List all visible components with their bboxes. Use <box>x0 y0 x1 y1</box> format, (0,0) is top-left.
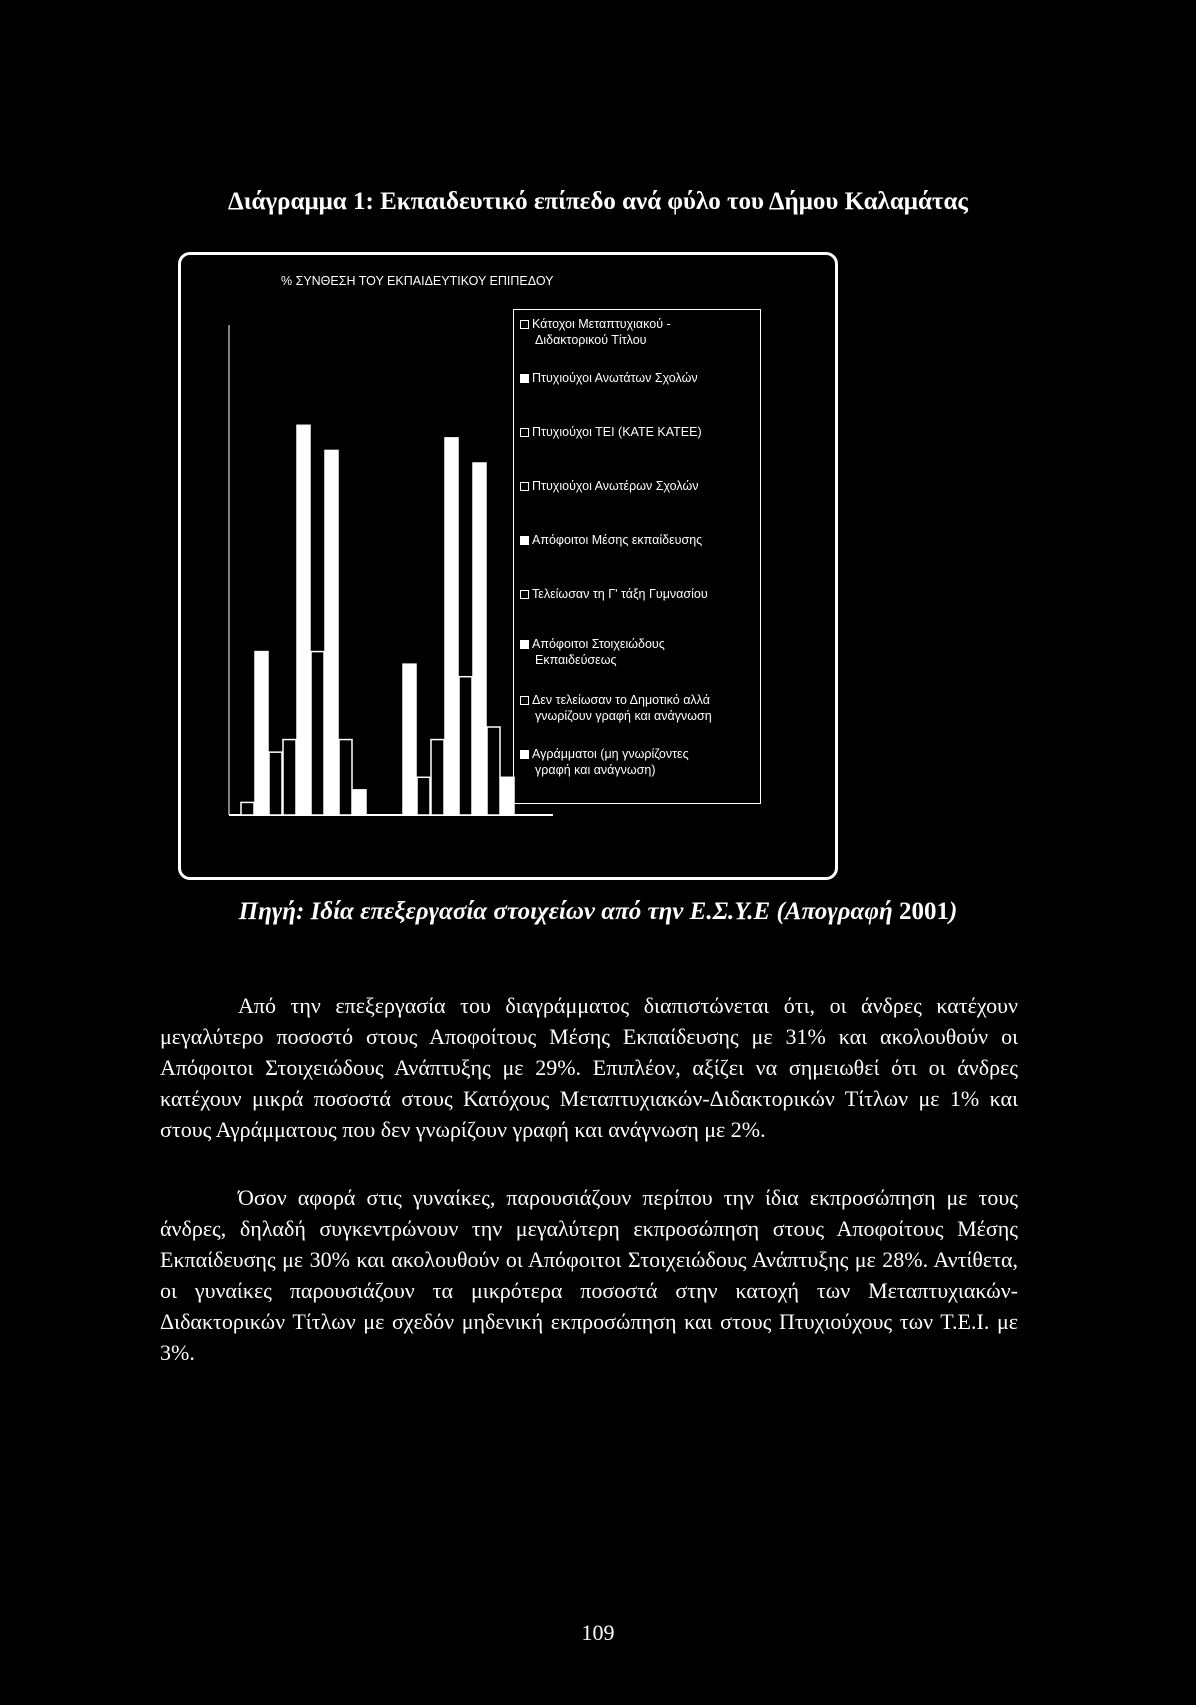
legend-swatch-icon <box>520 374 529 383</box>
legend-label: Κάτοχοι Μεταπτυχιακού - <box>532 317 671 331</box>
legend-item-4 <box>520 532 758 548</box>
legend-label: Πτυχιούχοι ΤΕΙ (ΚΑΤΕ ΚΑΤΕΕ) <box>532 425 702 439</box>
bar-series-5-cat-1 <box>459 677 472 815</box>
bar-series-5-cat-0 <box>311 652 324 815</box>
bar-series-3-cat-1 <box>431 740 444 815</box>
chart-title: % ΣΥΝΘΕΣΗ ΤΟΥ ΕΚΠΑΙΔΕΥΤΙΚΟΥ ΕΠΙΠΕΔΟΥ <box>281 274 554 288</box>
bar-series-2-cat-1 <box>417 777 430 815</box>
legend-item-8 <box>520 746 758 778</box>
bar-series-1-cat-1 <box>403 664 416 815</box>
legend-label: Τελείωσαν τη Γ' τάξη Γυμνασίου <box>532 587 708 601</box>
legend-item-2 <box>520 424 758 440</box>
bar-series-7-cat-0 <box>339 740 352 815</box>
legend-label: Απόφοιτοι Μέσης εκπαίδευσης <box>532 533 703 547</box>
legend-swatch-icon <box>520 536 529 545</box>
legend-label: Πτυχιούχοι Ανωτέρων Σχολών <box>532 479 699 493</box>
legend-label: Δεν τελείωσαν το Δημοτικό αλλά <box>532 693 710 707</box>
source-prefix: Πηγή: Ιδία επεξεργασία στοιχείων από την Ε.Σ.Υ.Ε (Απογραφή <box>238 898 899 925</box>
legend-label-line2: γραφή και ανάγνωση) <box>535 763 656 777</box>
bar-series-8-cat-0 <box>353 790 366 815</box>
source-suffix: ) <box>948 898 958 925</box>
legend-item-5 <box>520 586 758 602</box>
legend-swatch-icon <box>520 482 529 491</box>
legend-label-line2: Διδακτορικού Τίτλου <box>535 333 647 347</box>
legend-swatch-icon <box>520 590 529 599</box>
paragraph-men: Από την επεξεργασία του διαγράμματος διαπιστώνεται ότι, οι άνδρες κατέχουν μεγαλύτερο ποσοστό στους Αποφοίτους Μέσης Εκπαίδευσης με 31% και ακολουθούν οι Απόφοιτοι Στοιχειώδους Ανάπτυξης με 29%. Επιπλέον, αξίζει να σημειωθεί ότι οι άνδρες κατέχουν μικρά ποσοστά στους Κατόχους Μεταπτυχιακών-Διδακτορικών Τίτλων με 1% και στους Αγράμματους που δεν γνωρίζουν γραφή και ανάγνωση με 2%. <box>160 993 1018 1142</box>
legend-swatch-icon <box>520 640 529 649</box>
page-number: 109 <box>581 1620 615 1645</box>
legend-item-6 <box>520 636 758 668</box>
source-line <box>0 898 1196 926</box>
bars-group <box>241 425 514 815</box>
bar-series-2-cat-0 <box>269 752 282 815</box>
bar-series-0-cat-0 <box>241 802 254 815</box>
paragraph-women: Όσον αφορά στις γυναίκες, παρουσιάζουν περίπου την ίδια εκπροσώπηση με τους άνδρες, δηλαδή συγκεντρώνουν την μεγαλύτερη εκπροσώπηση στους Αποφοίτους Μέσης Εκπαίδευσης με 30% και ακολουθούν οι Απόφοιτοι Στοιχειώδους Ανάπτυξης με 28%. Αντίθετα, οι γυναίκες παρουσιάζουν τα μικρότερα ποσοστά στην κατοχή των Μεταπτυχιακών-Διδακτορικών Τίτλων με σχεδόν μηδενική εκπροσώπηση και στους Πτυχιούχους των Τ.Ε.Ι. με 3%. <box>160 1185 1018 1365</box>
legend-item-3 <box>520 478 758 494</box>
legend-label-line2: γνωρίζουν γραφή και ανάγνωση <box>535 709 712 723</box>
legend-item-0 <box>520 316 758 348</box>
legend-swatch-icon <box>520 696 529 705</box>
bar-series-6-cat-1 <box>473 463 486 815</box>
legend-item-1 <box>520 370 758 386</box>
diagram-title: Διάγραμμα 1: Εκπαιδευτικό επίπεδο ανά φύλο του Δήμου Καλαμάτας <box>228 188 968 215</box>
legend-label: Απόφοιτοι Στοιχειώδους <box>532 637 665 651</box>
legend-label-line2: Εκπαιδεύσεως <box>535 653 617 667</box>
bar-series-3-cat-0 <box>283 740 296 815</box>
bar-series-4-cat-1 <box>445 438 458 815</box>
bar-series-6-cat-0 <box>325 450 338 815</box>
legend-label: Πτυχιούχοι Ανωτάτων Σχολών <box>532 371 698 385</box>
chart-frame <box>178 252 838 880</box>
chart-legend <box>513 309 761 804</box>
legend-swatch-icon <box>520 750 529 759</box>
bar-series-1-cat-0 <box>255 652 268 815</box>
source-year: 2001 <box>898 898 949 925</box>
legend-swatch-icon <box>520 320 529 329</box>
bar-series-7-cat-1 <box>487 727 500 815</box>
legend-item-7 <box>520 692 758 724</box>
bar-series-4-cat-0 <box>297 425 310 815</box>
legend-label: Αγράμματοι (μη γνωρίζοντες <box>532 747 689 761</box>
legend-swatch-icon <box>520 428 529 437</box>
